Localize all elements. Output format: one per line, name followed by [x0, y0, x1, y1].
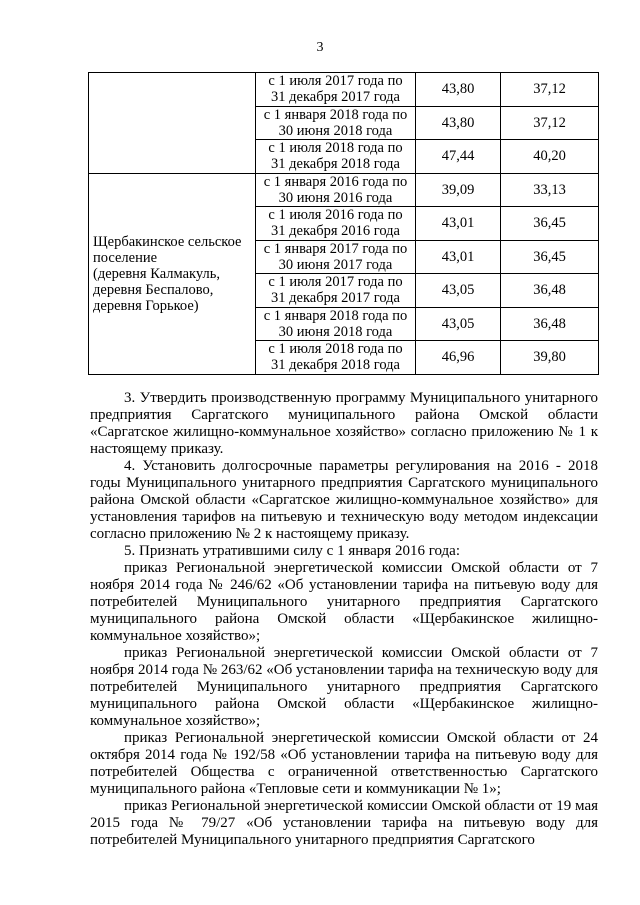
tariff-value-1: 46,96	[416, 341, 501, 375]
period-line: с 1 января 2018 года по	[263, 307, 408, 324]
settlement-cell	[89, 173, 256, 374]
paragraph-repealed-order: приказ Региональной энергетической комиссии Омской области от 19 мая 2015 года № 79/27 «Об установлении тарифа на питьевую воду для потребителей Муниципального унитарного предприятия Саргатского	[90, 798, 598, 848]
tariff-value-2: 37,12	[501, 106, 599, 140]
paragraph-repeal-heading: 5. Признать утратившими силу с 1 января 2016 года:	[124, 543, 460, 559]
tariff-value-2: 40,20	[501, 140, 599, 174]
settlement-line: Щербакинское сельское	[93, 233, 242, 250]
period-line: с 1 июля 2017 года по	[268, 73, 403, 90]
page-number: 3	[316, 40, 324, 55]
tariff-value-2: 36,48	[501, 307, 599, 341]
period-cell	[256, 307, 416, 341]
period-line: 30 июня 2018 года	[278, 323, 393, 340]
period-line: 30 июня 2018 года	[278, 122, 393, 139]
period-line: с 1 июля 2017 года по	[268, 274, 403, 291]
tariff-value-1: 43,01	[416, 240, 501, 274]
settlement-line: (деревня Калмакуль,	[93, 265, 220, 282]
table-row	[89, 173, 599, 207]
period-line: 31 декабря 2016 года	[271, 223, 400, 240]
period-line: 30 июня 2017 года	[278, 256, 393, 273]
period-line: с 1 января 2018 года по	[263, 106, 408, 123]
tariff-value-1: 43,80	[416, 73, 501, 107]
period-line: с 1 января 2017 года по	[263, 240, 408, 257]
tariff-value-1: 43,80	[416, 106, 501, 140]
tariff-value-1: 39,09	[416, 173, 501, 207]
period-line: с 1 июля 2018 года по	[268, 140, 403, 157]
period-line: 31 декабря 2017 года	[271, 290, 400, 307]
period-line: с 1 января 2016 года по	[263, 173, 408, 190]
period-cell	[256, 140, 416, 174]
period-cell	[256, 106, 416, 140]
table-row	[89, 73, 599, 107]
period-line: с 1 июля 2016 года по	[268, 207, 403, 224]
paragraph-repealed-order: приказ Региональной энергетической комиссии Омской области от 7 ноября 2014 года № 263/62 «Об установлении тарифа на техническую воду для потребителей Муниципального унитарного предприятия Саргатского муниципального района Омской области «Щербакинское жилищно-коммунальное хозяйство»;	[90, 645, 598, 729]
tariff-value-1: 47,44	[416, 140, 501, 174]
period-cell	[256, 274, 416, 308]
tariff-value-1: 43,01	[416, 207, 501, 241]
period-line: 31 декабря 2018 года	[271, 357, 400, 374]
paragraph-set-parameters: 4. Установить долгосрочные параметры регулирования на 2016 - 2018 годы Муниципального унитарного предприятия Саргатского муниципального района Омской области «Саргатское жилищно-коммунальное хозяйство» для установления тарифов на питьевую и техническую воду методом индексации согласно приложению № 2 к настоящему приказу.	[90, 458, 598, 542]
tariff-value-2: 36,48	[501, 274, 599, 308]
paragraph-approve-program: 3. Утвердить производственную программу Муниципального унитарного предприятия Саргатского муниципального района Омской области «Саргатское жилищно-коммунальное хозяйство» согласно приложению № 1 к настоящему приказу.	[90, 390, 598, 457]
period-line: 31 декабря 2018 года	[271, 156, 400, 173]
period-cell	[256, 173, 416, 207]
settlement-line: поселение	[93, 249, 158, 266]
tariff-value-2: 39,80	[501, 341, 599, 375]
period-cell	[256, 341, 416, 375]
settlement-cell	[89, 73, 256, 174]
period-cell	[256, 207, 416, 241]
settlement-line: деревня Горькое)	[93, 297, 199, 314]
paragraph-repealed-order: приказ Региональной энергетической комиссии Омской области от 7 ноября 2014 года № 246/62 «Об установлении тарифа на питьевую воду для потребителей Муниципального унитарного предприятия Саргатского муниципального района Омской области «Щербакинское жилищно-коммунальное хозяйство»;	[90, 560, 598, 644]
paragraph-repealed-order: приказ Региональной энергетической комиссии Омской области от 24 октября 2014 года № 192/58 «Об установлении тарифа на питьевую воду для потребителей Общества с ограниченной ответственностью Саргатского муниципального района «Тепловые сети и коммуникации № 1»;	[90, 730, 598, 797]
period-line: с 1 июля 2018 года по	[268, 341, 403, 358]
tariff-value-2: 36,45	[501, 240, 599, 274]
period-cell	[256, 240, 416, 274]
period-line: 31 декабря 2017 года	[271, 89, 400, 106]
tariff-table	[88, 72, 599, 375]
period-line: 30 июня 2016 года	[278, 189, 393, 206]
period-cell	[256, 73, 416, 107]
tariff-value-2: 36,45	[501, 207, 599, 241]
tariff-value-1: 43,05	[416, 274, 501, 308]
settlement-line: деревня Беспалово,	[93, 281, 214, 298]
tariff-value-2: 37,12	[501, 73, 599, 107]
tariff-value-2: 33,13	[501, 173, 599, 207]
tariff-value-1: 43,05	[416, 307, 501, 341]
order-text	[90, 390, 598, 849]
